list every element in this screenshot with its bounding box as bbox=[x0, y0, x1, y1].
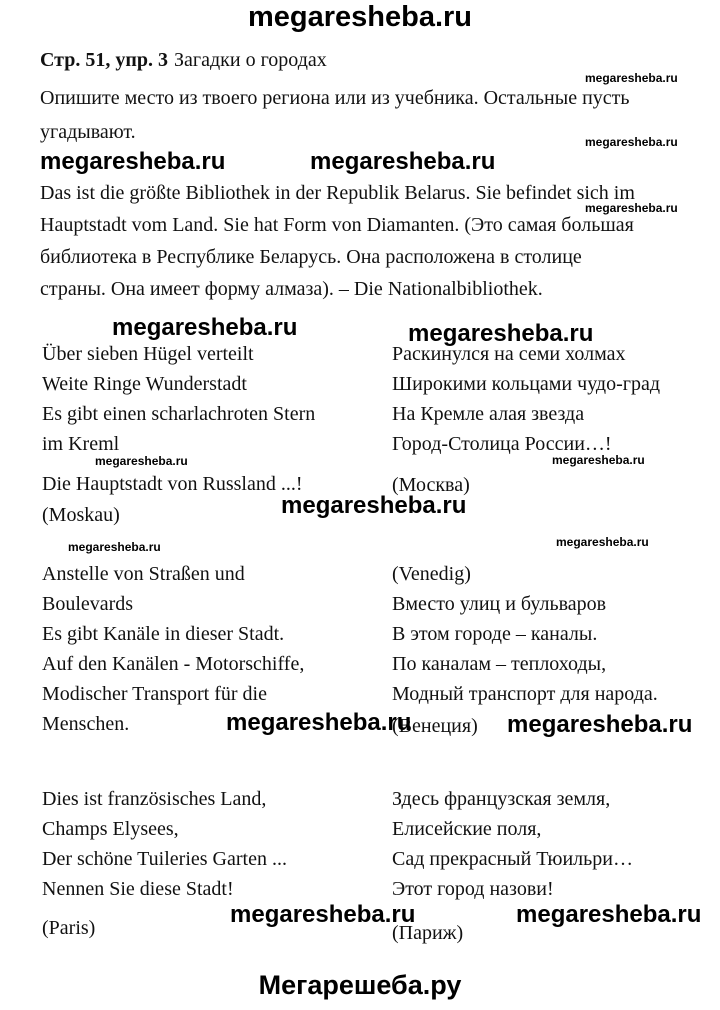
watermark-bold: megaresheba.ru bbox=[230, 901, 416, 928]
riddle3-russian-line: Сад прекрасный Тюильри… bbox=[392, 848, 633, 870]
riddle1-russian-line: Раскинулся на семи холмах bbox=[392, 343, 626, 365]
riddle1-german-line: Weite Ringe Wunderstadt bbox=[42, 373, 247, 395]
riddle3-german-line: Der schöne Tuileries Garten ... bbox=[42, 848, 287, 870]
instruction-line: Опишите место из твоего региона или из учебника. Остальные пусть bbox=[40, 87, 630, 109]
watermark-bold: megaresheba.ru bbox=[310, 148, 496, 175]
watermark-bold: megaresheba.ru bbox=[112, 314, 298, 341]
riddle3-german-line: Dies ist französisches Land, bbox=[42, 788, 267, 810]
riddle3-russian-line: Елисейские поля, bbox=[392, 818, 542, 840]
riddle2-german-line: Modischer Transport für die bbox=[42, 683, 267, 705]
riddle1-russian-line: На Кремле алая звезда bbox=[392, 403, 585, 425]
riddle3-german-line: Nennen Sie diese Stadt! bbox=[42, 878, 234, 900]
watermark-small: megaresheba.ru bbox=[552, 453, 645, 467]
riddle1-russian-line: (Москва) bbox=[392, 474, 470, 496]
answer-line: страны. Она имеет форму алмаза). – Die Nationalbibliothek. bbox=[40, 278, 543, 300]
exercise-ref: Стр. 51, упр. 3 bbox=[40, 49, 169, 71]
exercise-header bbox=[40, 49, 327, 72]
answer-line: Das ist die größte Bibliothek in der Republik Belarus. Sie befindet sich im bbox=[40, 182, 635, 204]
watermark-bold: megaresheba.ru bbox=[507, 711, 693, 738]
watermark-small: megaresheba.ru bbox=[556, 535, 649, 549]
watermark-small: megaresheba.ru bbox=[68, 540, 161, 554]
instruction-line: угадывают. bbox=[40, 121, 136, 143]
riddle3-russian-line: Здесь французская земля, bbox=[392, 788, 611, 810]
exercise-title: Загадки о городах bbox=[174, 49, 327, 71]
answer-line: библиотека в Республике Беларусь. Она расположена в столице bbox=[40, 246, 582, 268]
riddle3-german-line: Champs Elysees, bbox=[42, 818, 179, 840]
watermark-small: megaresheba.ru bbox=[95, 454, 188, 468]
riddle2-german-line: Auf den Kanälen - Motorschiffe, bbox=[42, 653, 305, 675]
riddle2-russian-line: (Венеция) bbox=[392, 715, 478, 737]
riddle2-russian-line: В этом городе – каналы. bbox=[392, 623, 598, 645]
watermark-small: megaresheba.ru bbox=[585, 201, 678, 215]
watermark-small: megaresheba.ru bbox=[585, 71, 678, 85]
riddle2-german-line: Es gibt Kanäle in dieser Stadt. bbox=[42, 623, 285, 645]
watermark-bold: megaresheba.ru bbox=[408, 320, 594, 347]
riddle2-russian-line: Модный транспорт для народа. bbox=[392, 683, 658, 705]
riddle2-russian-line: Вместо улиц и бульваров bbox=[392, 593, 607, 615]
riddle1-german-line: Die Hauptstadt von Russland ...! bbox=[42, 473, 303, 495]
riddle1-german-line: Über sieben Hügel verteilt bbox=[42, 343, 254, 365]
riddle3-german-line: (Paris) bbox=[42, 917, 96, 939]
watermark-bold: megaresheba.ru bbox=[516, 901, 702, 928]
site-watermark-header: megaresheba.ru bbox=[247, 1, 473, 33]
riddle2-german-line: Menschen. bbox=[42, 713, 130, 735]
site-footer-logo: Мегарешеба.ру bbox=[258, 970, 462, 1000]
riddle2-german-line: Anstelle von Straßen und bbox=[42, 563, 245, 585]
riddle1-german-line: Es gibt einen scharlachroten Stern bbox=[42, 403, 316, 425]
watermark-bold: megaresheba.ru bbox=[281, 492, 467, 519]
riddle1-russian-line: Город-Столица России…! bbox=[392, 433, 612, 455]
riddle3-russian-line: (Париж) bbox=[392, 922, 464, 944]
riddle2-russian-line: По каналам – теплоходы, bbox=[392, 653, 607, 675]
riddle1-german-line: im Kreml bbox=[42, 433, 120, 455]
riddle1-russian-line: Широкими кольцами чудо-град bbox=[392, 373, 661, 395]
answer-line: Hauptstadt vom Land. Sie hat Form von Diamanten. (Это самая большая bbox=[40, 214, 634, 236]
riddle2-russian-line: (Venedig) bbox=[392, 563, 471, 585]
watermark-bold: megaresheba.ru bbox=[226, 709, 412, 736]
riddle3-russian-line: Этот город назови! bbox=[392, 878, 554, 900]
riddle2-german-line: Boulevards bbox=[42, 593, 134, 615]
watermark-small: megaresheba.ru bbox=[585, 135, 678, 149]
riddle1-german-line: (Moskau) bbox=[42, 504, 120, 526]
watermark-bold: megaresheba.ru bbox=[40, 148, 226, 175]
